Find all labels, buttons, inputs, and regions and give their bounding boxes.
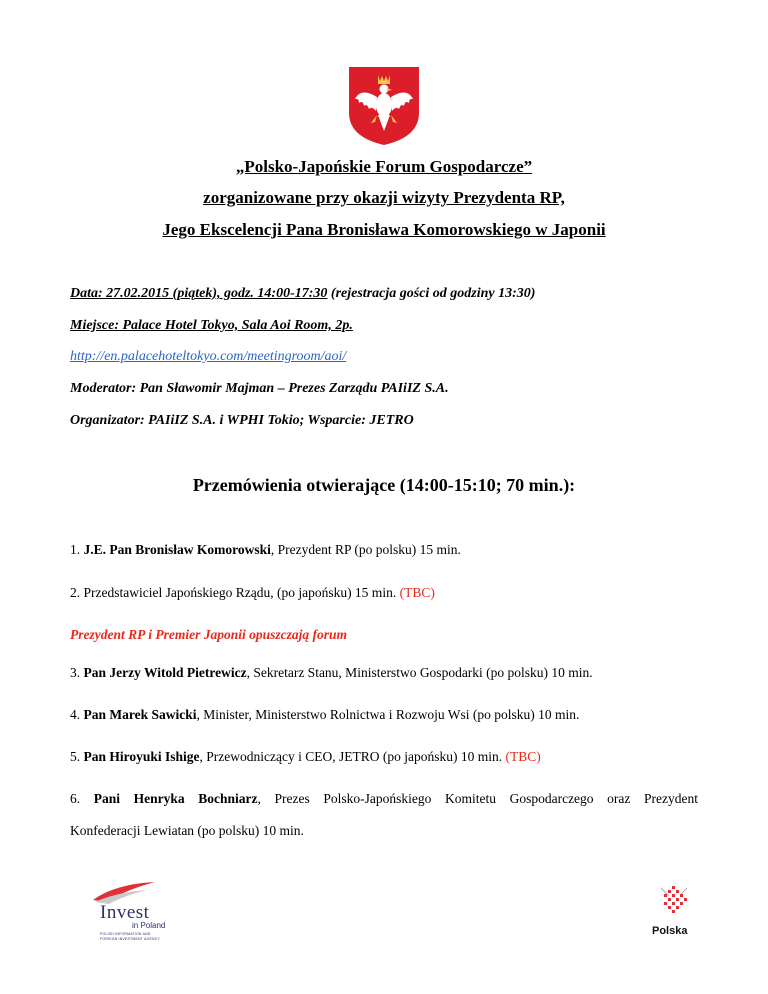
- speaker-name: J.E. Pan Bronisław Komorowski: [83, 542, 271, 557]
- speaker-name: Pan Marek Sawicki: [83, 707, 197, 722]
- item-number: 2.: [70, 585, 84, 600]
- tbc-badge: (TBC): [399, 585, 435, 600]
- item-number: 5.: [70, 749, 84, 764]
- speaker-role: , Sekretarz Stanu, Ministerstwo Gospodarki (po polsku) 10 min.: [246, 665, 593, 680]
- organizer: Organizator: PAIiIZ S.A. i WPHI Tokio; Wsparcie: JETRO: [70, 413, 414, 428]
- polish-emblem-icon: [347, 65, 421, 147]
- speaker-item: [70, 665, 593, 681]
- speaker-item: [70, 791, 698, 807]
- title-line-1: „Polsko-Japońskie Forum Gospodarcze”: [235, 157, 533, 176]
- invest-logo-subtext: in Poland: [132, 921, 166, 930]
- date-note: (rejestracja gości od godziny 13:30): [327, 286, 536, 301]
- speaker-role: , Prezes Polsko-Japońskiego Komitetu Gospodarczego oraz Prezydent: [257, 791, 698, 806]
- item-number: 4.: [70, 707, 84, 722]
- speaker-item-continuation: Konfederacji Lewiatan (po polsku) 10 min.: [70, 823, 304, 838]
- event-date: [70, 286, 535, 302]
- title-line-3: Jego Ekscelencji Pana Bronisława Komorowskiego w Japonii: [162, 220, 606, 239]
- moderator: Moderator: Pan Sławomir Majman – Prezes Zarządu PAIiIZ S.A.: [70, 381, 449, 396]
- speaker-item: [70, 707, 579, 723]
- speaker-role: Przedstawiciel Japońskiego Rządu, (po japońsku) 15 min.: [83, 585, 400, 600]
- polska-logo-text: Polska: [652, 925, 688, 937]
- speaker-name: Pan Jerzy Witold Pietrewicz: [83, 665, 247, 680]
- speaker-item: [70, 542, 461, 558]
- tbc-badge: (TBC): [505, 749, 541, 764]
- notice-leave-forum: Prezydent RP i Premier Japonii opuszczają forum: [70, 627, 348, 642]
- date-label: Data: 27.02.2015 (piątek), godz. 14:00-17:30: [70, 286, 328, 301]
- invest-logo-text: Invest: [100, 902, 150, 923]
- polska-logo-icon: [657, 884, 693, 920]
- event-place: Miejsce: Palace Hotel Tokyo, Sala Aoi Room, 2p.: [70, 318, 353, 333]
- title-line-2: zorganizowane przy okazji wizyty Prezydenta RP,: [203, 188, 565, 207]
- section-title: Przemówienia otwierające (14:00-15:10; 70 min.):: [192, 475, 576, 495]
- venue-link[interactable]: http://en.palacehoteltokyo.com/meetingroom/aoi/: [70, 349, 347, 364]
- speaker-name: Pan Hiroyuki Ishige: [83, 749, 200, 764]
- speaker-name: Pani Henryka Bochniarz: [93, 791, 258, 806]
- speaker-role: , Przewodniczący i CEO, JETRO (po japońsku) 10 min.: [199, 749, 506, 764]
- speaker-role: , Minister, Ministerstwo Rolnictwa i Rozwoju Wsi (po polsku) 10 min.: [196, 707, 580, 722]
- speaker-role: , Prezydent RP (po polsku) 15 min.: [270, 542, 461, 557]
- item-number: 3.: [70, 665, 84, 680]
- item-number: 6.: [70, 791, 94, 806]
- speaker-item: [70, 585, 435, 601]
- item-number: 1.: [70, 542, 84, 557]
- invest-logo-small-text: POLISH INFORMATION AND: [100, 932, 151, 936]
- speaker-item: [70, 749, 541, 765]
- invest-logo-small-text: FOREIGN INVESTMENT AGENCY: [100, 937, 160, 941]
